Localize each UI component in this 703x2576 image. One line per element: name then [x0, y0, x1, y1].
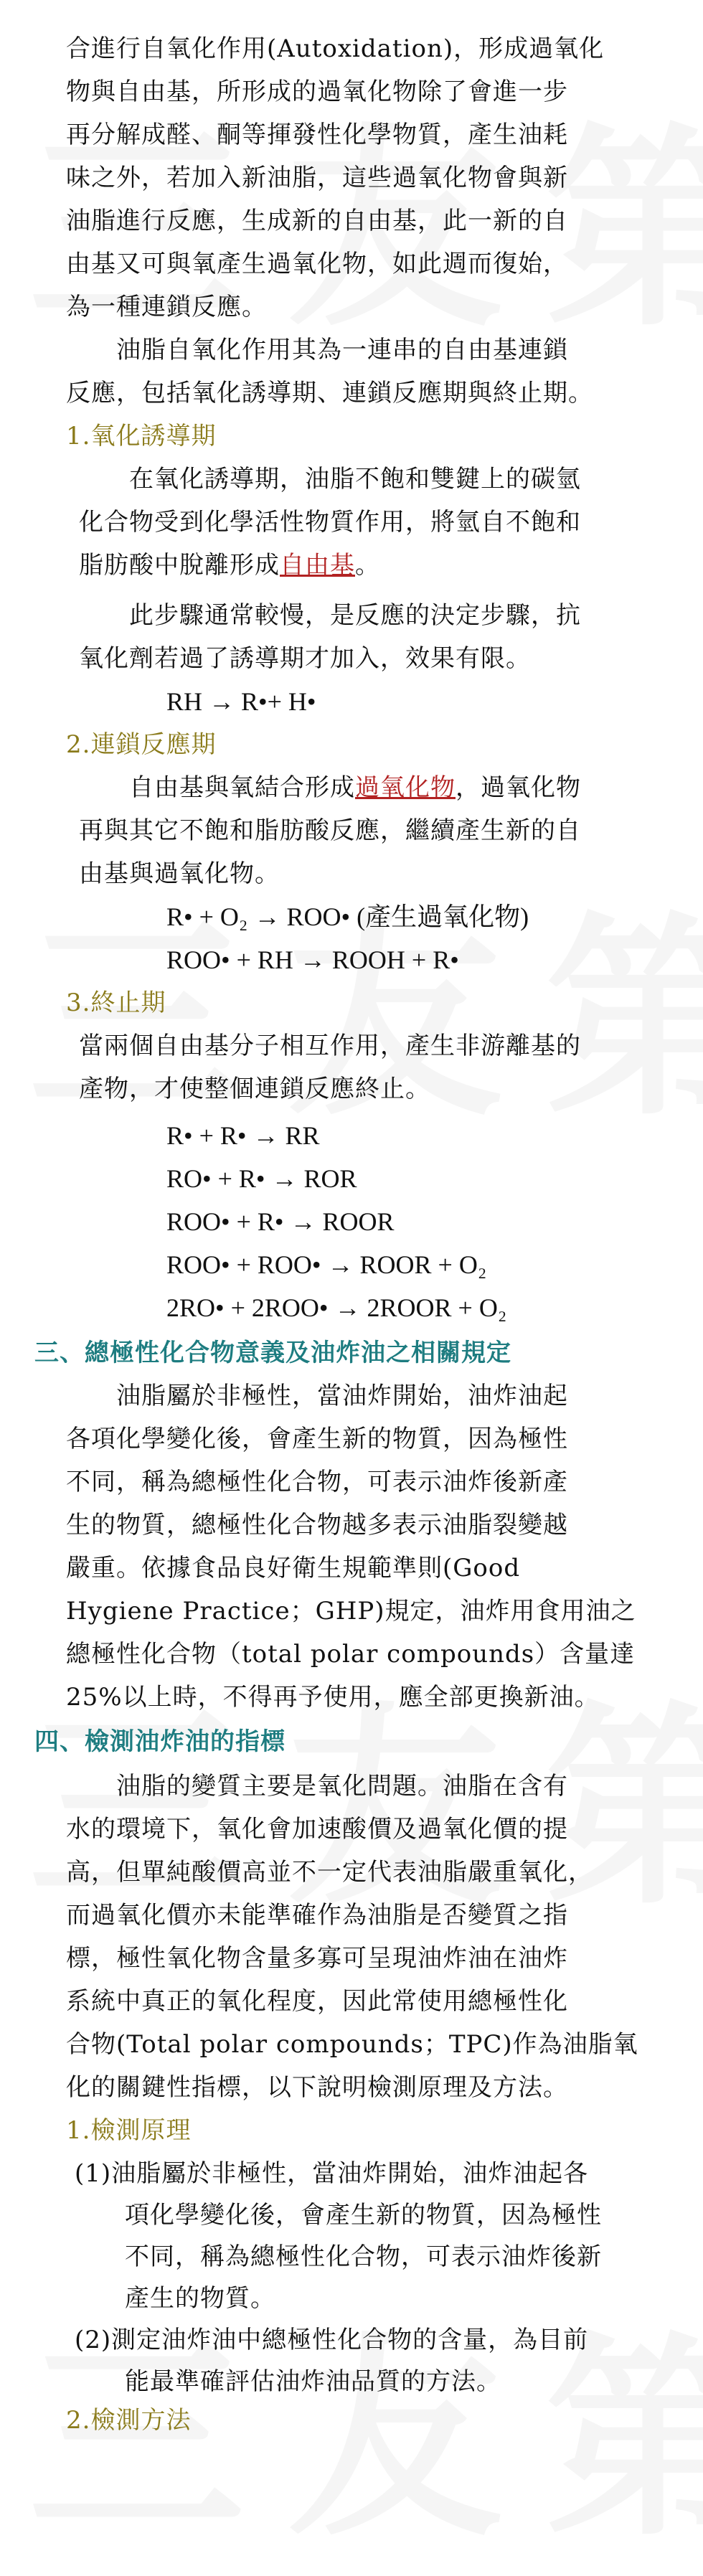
paragraph-line: 油脂進行反應，生成新的自由基，此一新的自 — [66, 207, 568, 235]
method-heading: 2.檢測方法 — [66, 2406, 192, 2435]
paragraph-line: 高，但單純酸價高並不一定代表油脂嚴重氧化， — [66, 1858, 593, 1887]
principle-heading: 1.檢測原理 — [66, 2116, 192, 2145]
list-item-line: (1)油脂屬於非極性，當油炸開始，油炸油起各 — [75, 2159, 589, 2188]
paragraph-line: 合物(Total polar compounds；TPC)作為油脂氧 — [66, 2030, 638, 2059]
paragraph-line: 此步驟通常較慢，是反應的決定步驟，抗 — [79, 601, 581, 630]
paragraph-line: 而過氧化價亦未能準確作為油脂是否變質之指 — [66, 1901, 568, 1930]
paragraph-line: 物與自由基，所形成的過氧化物除了會進一步 — [66, 77, 568, 106]
paragraph-line: 不同，稱為總極性化合物，可表示油炸後新產 — [66, 1468, 568, 1496]
paragraph-line: 為一種連鎖反應。 — [66, 293, 267, 321]
paragraph-line: 油脂的變質主要是氧化問題。油脂在含有 — [66, 1772, 568, 1801]
paragraph-line: Hygiene Practice；GHP)規定，油炸用食用油之 — [66, 1597, 636, 1626]
paragraph-line: 產物，才使整個連鎖反應終止。 — [79, 1075, 430, 1103]
list-item-line: 產生的物質。 — [75, 2284, 275, 2313]
paragraph-text: 脂肪酸中脫離形成 — [79, 551, 280, 580]
paragraph-line: 當兩個自由基分子相互作用，產生非游離基的 — [79, 1032, 581, 1060]
paragraph-line: 化的關鍵性指標，以下說明檢測原理及方法。 — [66, 2073, 568, 2102]
paragraph-line — [79, 545, 380, 585]
equation: R• + R• → RR — [166, 1121, 320, 1150]
equation: 2RO• + 2ROO• → 2ROOR + O₂ — [166, 1293, 507, 1322]
paragraph-line: 油脂屬於非極性，當油炸開始，油炸油起 — [66, 1382, 568, 1410]
equation: ROO• + RH → ROOH + R• — [166, 945, 459, 974]
list-item-line: 能最準確評估油炸油品質的方法。 — [75, 2367, 501, 2396]
paragraph-line: 水的環境下，氧化會加速酸價及過氧化價的提 — [66, 1815, 568, 1844]
section4-heading: 四、檢測油炸油的指標 — [34, 1727, 286, 1756]
paragraph-line: 在氧化誘導期，油脂不飽和雙鍵上的碳氫 — [79, 465, 581, 494]
paragraph-line: 生的物質，總極性化合物越多表示油脂裂變越 — [66, 1511, 568, 1539]
paragraph-line: 嚴重。依據食品良好衛生規範準則(Good — [66, 1554, 521, 1582]
paragraph-line: 25%以上時，不得再予使用，應全部更換新油。 — [66, 1683, 600, 1712]
equation: R• + O₂ → ROO• (產生過氧化物) — [166, 902, 529, 931]
paragraph-line — [79, 768, 581, 808]
paragraph-line: 氧化劑若過了誘導期才加入，效果有限。 — [79, 644, 531, 673]
section3-heading: 三、總極性化合物意義及油炸油之相關規定 — [34, 1339, 511, 1367]
equation: ROO• + ROO• → ROOR + O₂ — [166, 1250, 487, 1279]
paragraph-line: 再與其它不飽和脂肪酸反應，繼續產生新的自 — [79, 816, 581, 845]
paragraph-line: 系統中真正的氧化程度，因此常使用總極性化 — [66, 1987, 568, 2016]
list-item-line: 項化學變化後，會產生新的物質，因為極性 — [75, 2201, 602, 2230]
peroxide-link[interactable]: 過氧化物 — [355, 773, 456, 802]
paragraph-line: 總極性化合物（total polar compounds）含量達 — [66, 1640, 636, 1669]
list-item-line: (2)測定油炸油中總極性化合物的含量，為目前 — [75, 2326, 589, 2354]
paragraph-line: 化合物受到化學活性物質作用，將氫自不飽和 — [79, 508, 581, 537]
stage2-heading: 2.連鎖反應期 — [66, 730, 217, 759]
paragraph-text: 自由基與氧結合形成 — [79, 773, 355, 802]
equation: ROO• + R• → ROOR — [166, 1207, 395, 1236]
paragraph-line: 合進行自氧化作用(Autoxidation)，形成過氧化 — [66, 34, 605, 63]
list-item-line: 不同，稱為總極性化合物，可表示油炸後新 — [75, 2242, 602, 2271]
paragraph-line: 再分解成醛、酮等揮發性化學物質，產生油耗 — [66, 121, 568, 149]
paragraph-line: 各項化學變化後，會產生新的物質，因為極性 — [66, 1425, 568, 1453]
paragraph-line: 由基與過氧化物。 — [79, 859, 280, 888]
paragraph-line: 由基又可與氧產生過氧化物，如此週而復始， — [66, 250, 568, 278]
equation: RH → R•+ H• — [166, 687, 316, 716]
paragraph-line: 油脂自氧化作用其為一連串的自由基連鎖 — [66, 336, 568, 364]
paragraph-line: 味之外，若加入新油脂，這些過氧化物會與新 — [66, 164, 568, 192]
stage1-heading: 1.氧化誘導期 — [66, 422, 217, 450]
equation: RO• + R• → ROR — [166, 1164, 357, 1193]
paragraph-text: ，過氧化物 — [456, 773, 581, 802]
stage3-heading: 3.終止期 — [66, 989, 166, 1017]
free-radical-link[interactable]: 自由基 — [280, 551, 355, 580]
paragraph-text: 。 — [355, 551, 380, 580]
paragraph-line: 反應，包括氧化誘導期、連鎖反應期與終止期。 — [66, 379, 593, 407]
paragraph-line: 標，極性氧化物含量多寡可呈現油炸油在油炸 — [66, 1944, 568, 1973]
